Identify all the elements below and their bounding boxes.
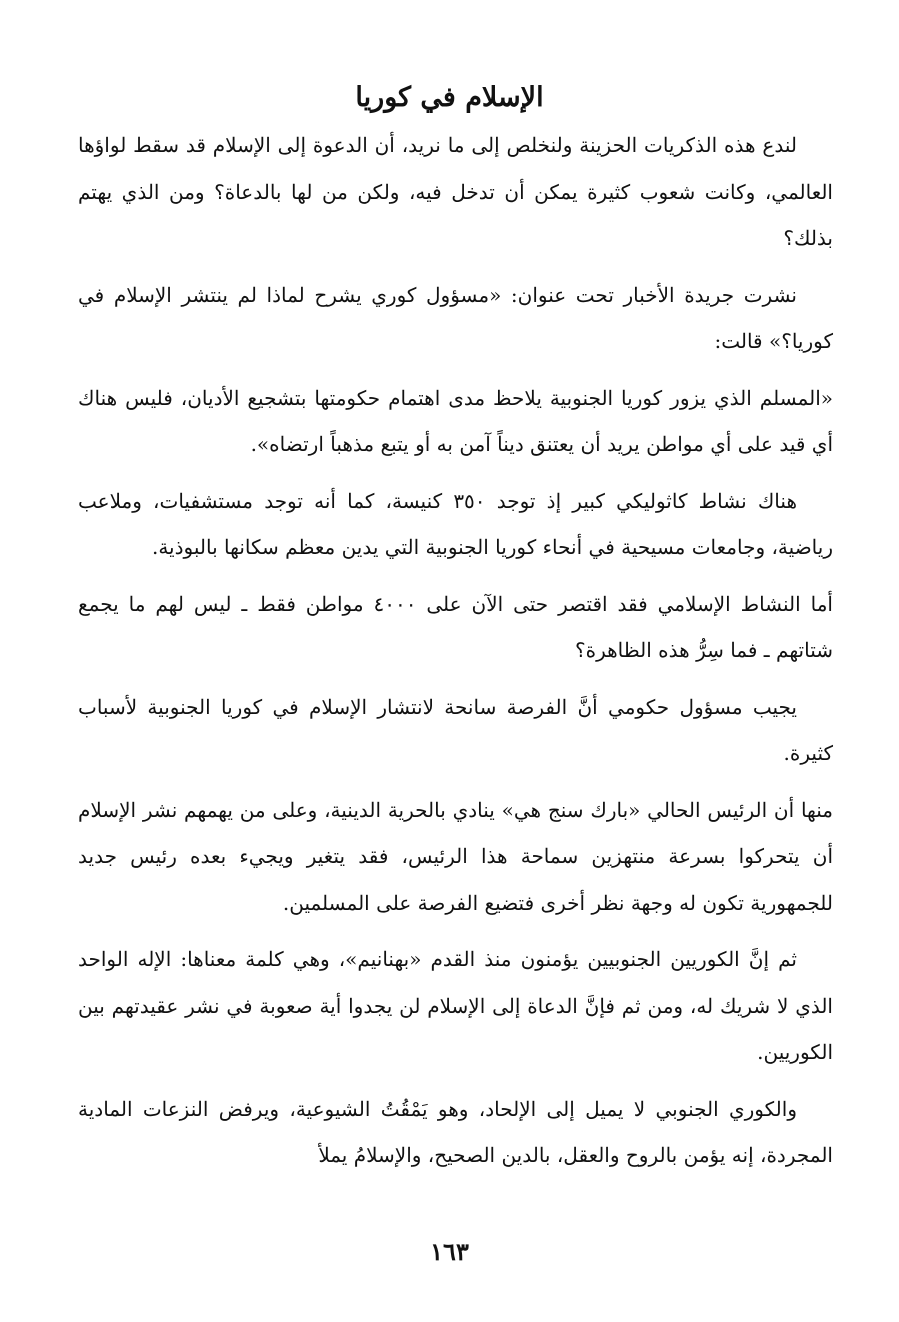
body-text <box>78 122 833 1189</box>
paragraph: أما النشاط الإسلامي فقد اقتصر حتى الآن على ٤٠٠٠ مواطن فقط ـ ليس لهم ما يجمع شتاتهم ـ فما سِرُّ هذه الظاهرة؟ <box>78 591 833 662</box>
page-number: ١٦٣ <box>430 1237 469 1266</box>
chapter-title: الإسلام في كوريا <box>355 82 544 113</box>
paragraph: لندع هذه الذكريات الحزينة ولنخلص إلى ما نريد، أن الدعوة إلى الإسلام قد سقط لواؤها العالمي، وكانت شعوب كثيرة يمكن أن تدخل فيه، ولكن من لها بالدعاة؟ ومن الذي يهتم بذلك؟ <box>78 133 833 250</box>
paragraph: يجيب مسؤول حكومي أنَّ الفرصة سانحة لانتشار الإسلام في كوريا الجنوبية لأسباب كثيرة. <box>78 694 833 765</box>
paragraph: ثم إنَّ الكوريين الجنوبيين يؤمنون منذ القدم «بهنانيم»، وهي كلمة معناها: الإله الواحد الذي لا شريك له، ومن ثم فإنَّ الدعاة إلى الإسلام لن يجدوا أية صعوبة في نشر عقيدتهم بين الكوريين. <box>78 947 833 1064</box>
quoted-paragraph: «المسلم الذي يزور كوريا الجنوبية يلاحظ مدى اهتمام حكومتها بتشجيع الأديان، فليس هناك أي قيد على أي مواطن يريد أن يعتنق ديناً آمن به أو يتبع مذهباً ارتضاه». <box>78 385 833 456</box>
paragraph: هناك نشاط كاثوليكي كبير إذ توجد ٣٥٠ كنيسة، كما أنه توجد مستشفيات، وملاعب رياضية، وجامعات مسيحية في أنحاء كوريا الجنوبية التي يدين معظم سكانها بالبوذية. <box>78 488 833 559</box>
paragraph: منها أن الرئيس الحالي «بارك سنج هي» ينادي بالحرية الدينية، وعلى من يهمهم نشر الإسلام أن يتحركوا بسرعة منتهزين سماحة هذا الرئيس، فقد يتغير ويجيء بعده رئيس جديد للجمهورية تكون له وجهة نظر أخرى فتضيع الفرصة على المسلمين. <box>78 797 833 915</box>
paragraph: والكوري الجنوبي لا يميل إلى الإلحاد، وهو يَمْقُتُ الشيوعية، ويرفض النزعات المادية المجردة، إنه يؤمن بالروح والعقل، بالدين الصحيح، والإسلامُ يملأ <box>78 1096 833 1167</box>
paragraph: نشرت جريدة الأخبار تحت عنوان: «مسؤول كوري يشرح لماذا لم ينتشر الإسلام في كوريا؟» قالت: <box>78 282 833 353</box>
